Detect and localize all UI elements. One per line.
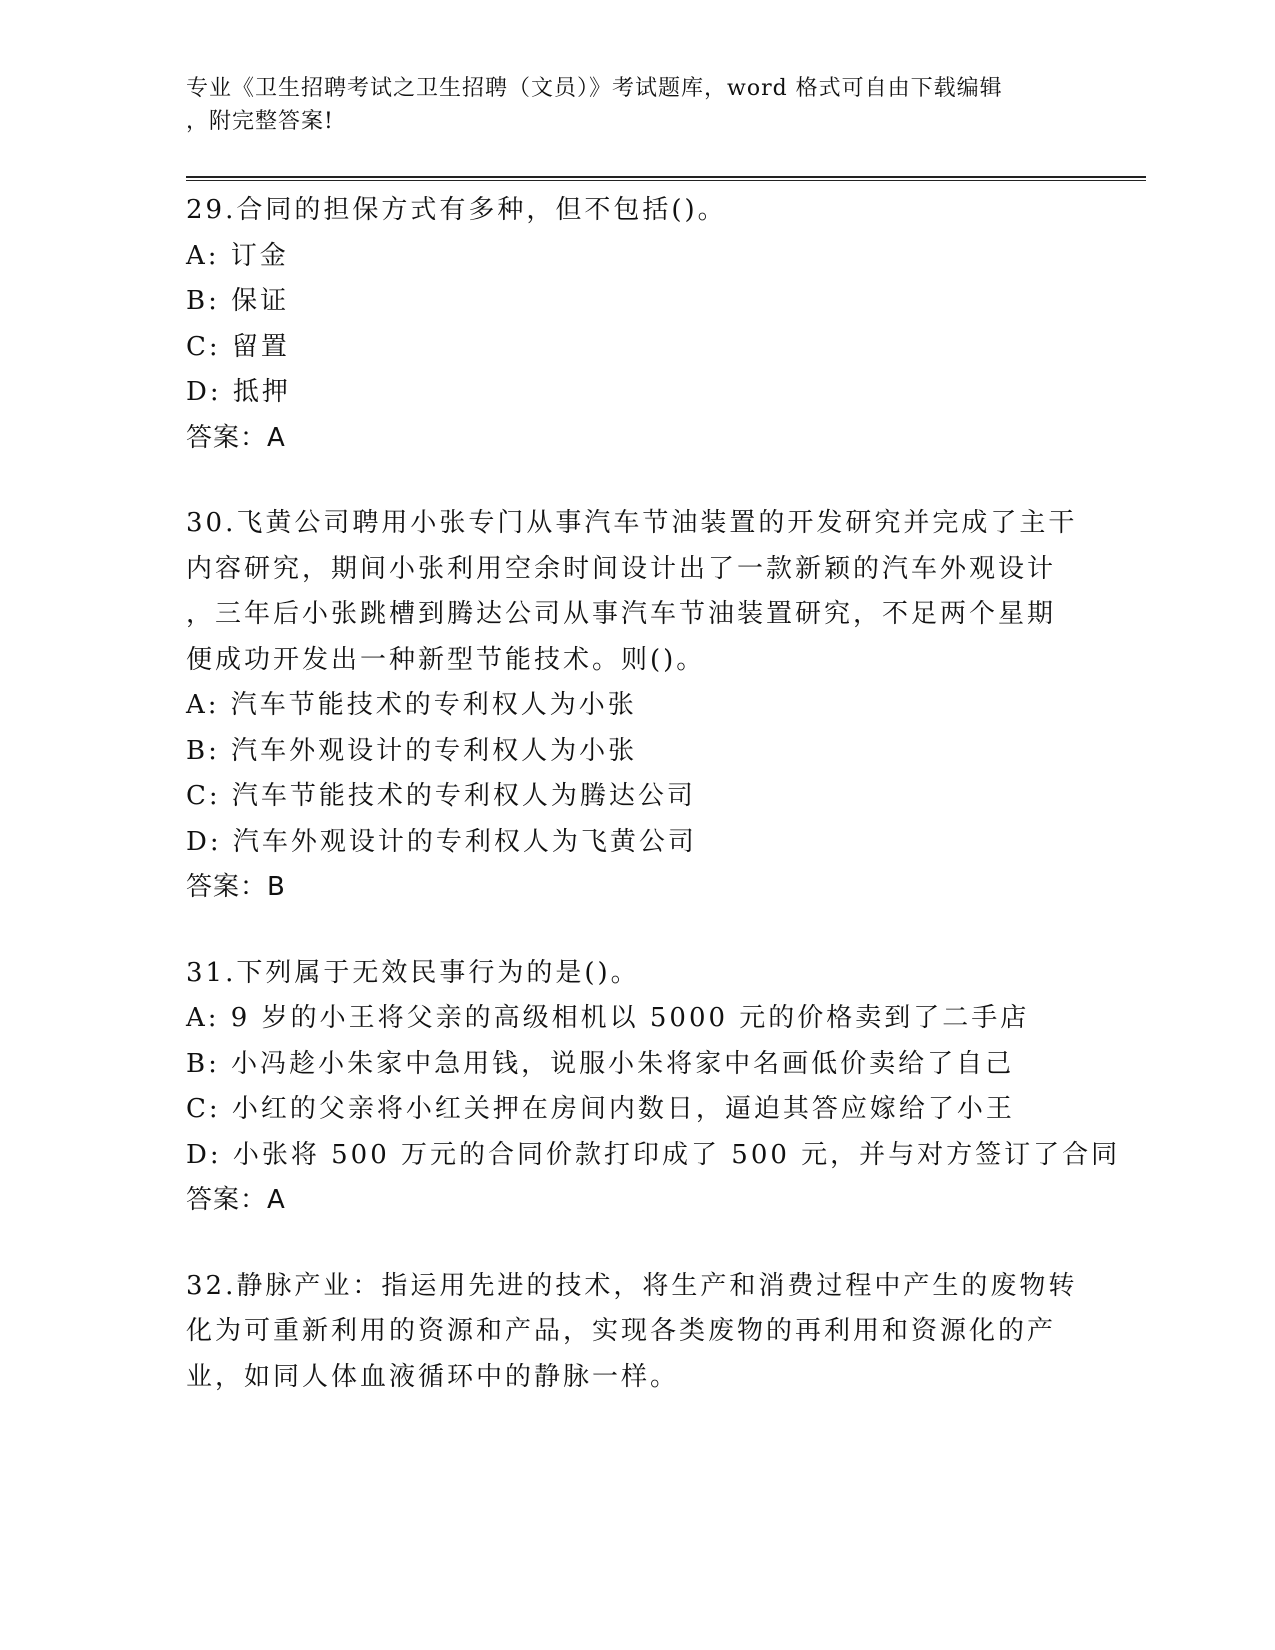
answer-label: 答案：A xyxy=(186,1185,286,1215)
option-a: A: 订金 xyxy=(186,240,289,271)
question-stem-line-1: 30.飞黄公司聘用小张专门从事汽车节油装置的开发研究并完成了主干 xyxy=(186,508,1078,538)
header-line-1: 专业《卫生招聘考试之卫生招聘（文员）》考试题库，word 格式可自由下载编辑 xyxy=(186,76,1003,101)
question-list xyxy=(186,188,1121,1440)
option-b: B: 汽车外观设计的专利权人为小张 xyxy=(186,735,638,766)
document-header xyxy=(186,72,1066,138)
header-line-2: ，附完整答案! xyxy=(186,109,334,134)
option-d: D: 抵押 xyxy=(186,377,291,407)
option-a: A: 9 岁的小王将父亲的高级相机以 5000 元的价格卖到了二手店 xyxy=(186,1003,1030,1033)
option-c: C: 留置 xyxy=(186,331,290,362)
option-b: B: 保证 xyxy=(186,286,290,316)
question-31 xyxy=(186,951,1121,1224)
question-stem-line-4: 便成功开发出一种新型节能技术。则()。 xyxy=(186,644,706,675)
option-c: C: 汽车节能技术的专利权人为腾达公司 xyxy=(186,781,696,811)
question-stem-line-2: 化为可重新利用的资源和产品，实现各类废物的再利用和资源化的产 xyxy=(186,1316,1057,1346)
question-stem: 29.合同的担保方式有多种，但不包括()。 xyxy=(186,195,727,225)
question-30 xyxy=(186,501,1086,911)
question-29 xyxy=(186,188,1086,461)
question-stem-line-1: 32.静脉产业：指运用先进的技术，将生产和消费过程中产生的废物转 xyxy=(186,1270,1078,1301)
option-a: A: 汽车节能技术的专利权人为小张 xyxy=(186,690,637,720)
question-stem-line-3: ，三年后小张跳槽到腾达公司从事汽车节油装置研究，不足两个星期 xyxy=(186,599,1057,629)
question-stem: 31.下列属于无效民事行为的是()。 xyxy=(186,957,640,988)
question-32 xyxy=(186,1264,1086,1401)
answer-label: 答案：B xyxy=(186,872,286,902)
option-d: D: 小张将 500 万元的合同价款打印成了 500 元，并与对方签订了合同 xyxy=(186,1139,1121,1170)
answer-label: 答案：A xyxy=(186,422,286,453)
option-c: C: 小红的父亲将小红关押在房间内数日，逼迫其答应嫁给了小王 xyxy=(186,1094,1015,1124)
option-d: D: 汽车外观设计的专利权人为飞黄公司 xyxy=(186,826,697,857)
header-divider xyxy=(186,176,1146,181)
question-stem-line-2: 内容研究，期间小张利用空余时间设计出了一款新颖的汽车外观设计 xyxy=(186,553,1057,584)
option-b: B: 小冯趁小朱家中急用钱，说服小朱将家中名画低价卖给了自己 xyxy=(186,1048,1015,1079)
question-stem-line-3: 业，如同人体血液循环中的静脉一样。 xyxy=(186,1361,680,1392)
